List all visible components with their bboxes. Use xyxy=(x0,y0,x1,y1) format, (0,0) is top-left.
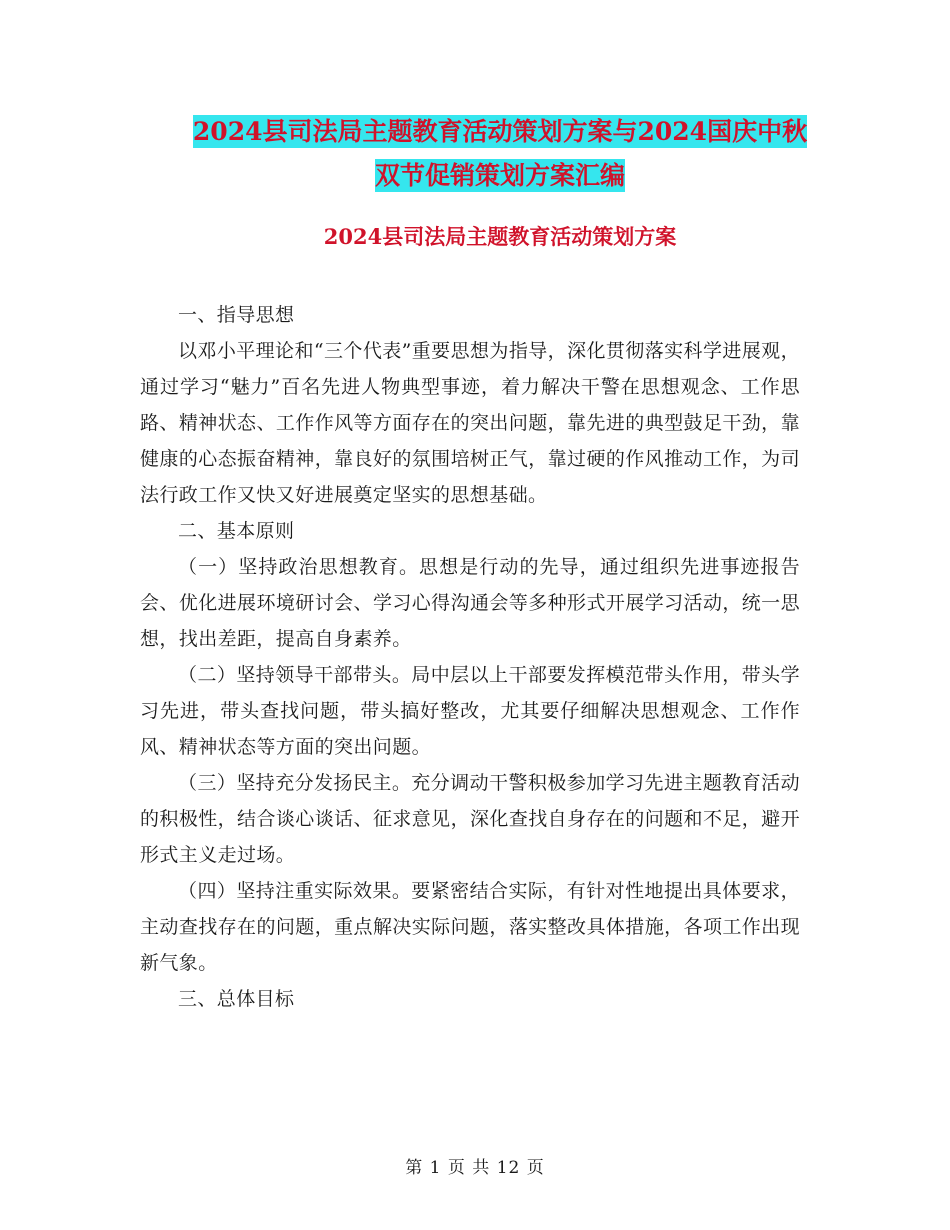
heading-overall-goals: 三、总体目标 xyxy=(178,988,295,1010)
heading-guiding-ideology: 一、指导思想 xyxy=(178,304,295,326)
paragraph-principle-3: （三）坚持充分发扬民主。充分调动干警积极参加学习先进主题教育活动的积极性，结合谈心谈话、征求意见，深化查找自身存在的问题和不足，避开形式主义走过场。 xyxy=(140,772,800,866)
document-title-line-1 xyxy=(140,113,860,151)
document-title-line-2 xyxy=(140,157,860,195)
paragraph-principle-1: （一）坚持政治思想教育。思想是行动的先导，通过组织先进事迹报告会、优化进展环境研讨会、学习心得沟通会等多种形式开展学习活动，统一思想，找出差距，提高自身素养。 xyxy=(140,556,800,650)
paragraph-principle-4: （四）坚持注重实际效果。要紧密结合实际，有针对性地提出具体要求，主动查找存在的问题，重点解决实际问题，落实整改具体措施，各项工作出现新气象。 xyxy=(140,880,800,974)
document-body xyxy=(140,297,800,1017)
paragraph-guiding-ideology: 以邓小平理论和“三个代表”重要思想为指导，深化贯彻落实科学进展观，通过学习“魅力”百名先进人物典型事迹，着力解决干警在思想观念、工作思路、精神状态、工作作风等方面存在的突出问题，靠先进的典型鼓足干劲，靠健康的心态振奋精神，靠良好的氛围培树正气，靠过硬的作风推动工作，为司法行政工作又快又好进展奠定坚实的思想基础。 xyxy=(140,340,800,506)
paragraph-principle-2: （二）坚持领导干部带头。局中层以上干部要发挥模范带头作用，带头学习先进，带头查找问题，带头搞好整改，尤其要仔细解决思想观念、工作作风、精神状态等方面的突出问题。 xyxy=(140,664,800,758)
title-highlight-2: 双节促销策划方案汇编 xyxy=(374,161,625,190)
heading-basic-principles: 二、基本原则 xyxy=(178,520,295,542)
title-highlight-1: 2024县司法局主题教育活动策划方案与2024国庆中秋 xyxy=(192,117,808,146)
section-title: 2024县司法局主题教育活动策划方案 xyxy=(323,224,677,249)
page-number-footer: 第 1 页 共 12 页 xyxy=(405,1158,545,1178)
